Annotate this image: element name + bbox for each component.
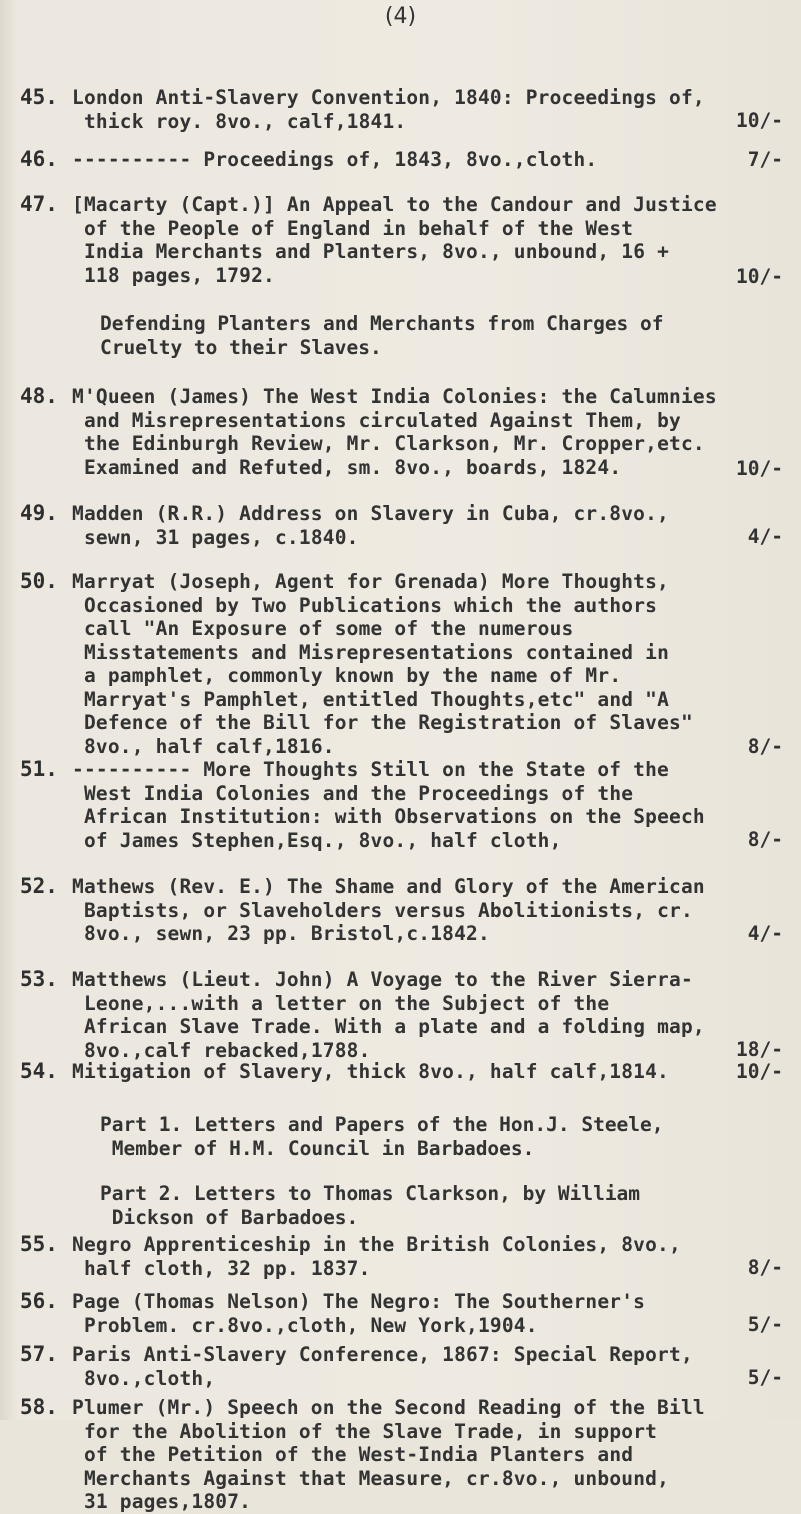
entry-text: [Macarty (Capt.)] An Appeal to the Candour and Justice of the People of England in behalf of the West India Merchants and Planters, 8vo., unbound, 16 + 118 pages, 1792. xyxy=(72,193,717,287)
entry-text: Negro Apprenticeship in the British Colonies, 8vo., half cloth, 32 pp. 1837. xyxy=(72,1233,681,1280)
entry-number: 56. xyxy=(20,1289,58,1313)
entry-price: 5/- xyxy=(747,1313,783,1336)
entry-price: 8/- xyxy=(747,828,783,851)
entry-price: 18/- xyxy=(736,1038,783,1061)
entry-price: 4/- xyxy=(747,525,783,548)
entry-number: 53. xyxy=(20,967,58,991)
entry-number: 50. xyxy=(20,569,58,593)
entry-price: 10/- xyxy=(736,265,783,288)
entry-part: Part 1. Letters and Papers of the Hon.J. Steele, Member of H.M. Council in Barbadoes. xyxy=(100,1113,664,1160)
entry-price: 10/- xyxy=(736,1060,783,1083)
entry-text: Mathews (Rev. E.) The Shame and Glory of the American Baptists, or Slaveholders versus Abolitionists, cr. 8vo., sewn, 23 pp. Bristol,c.1842. xyxy=(72,875,705,945)
entry-price: 8/- xyxy=(747,1256,783,1279)
entry-text: Plumer (Mr.) Speech on the Second Reading of the Bill for the Abolition of the Slave Trade, in support of the Petition of the West-India Planters and Merchants Against that Measure, cr.8vo., unbound, 31 pages,1807. xyxy=(72,1396,705,1513)
entry-text: Marryat (Joseph, Agent for Grenada) More Thoughts, Occasioned by Two Publications which the authors call "An Exposure of some of the numerous Misstatements and Misrepresentations contained in a pamphlet, commonly known by the name of Mr. Marryat's Pamphlet, entitled Thoughts,etc" and "A Defence of the Bill for the Registration of Slaves" 8vo., half calf,1816. xyxy=(72,570,693,758)
entry-price: 4/- xyxy=(747,922,783,945)
entry-text: M'Queen (James) The West India Colonies: the Calumnies and Misrepresentations circulated Against Them, by the Edinburgh Review, Mr. Clarkson, Mr. Cropper,etc. Examined and Refuted, sm. 8vo., boards, 1824. xyxy=(72,385,717,479)
entry-number: 51. xyxy=(20,757,58,781)
entry-text: Matthews (Lieut. John) A Voyage to the River Sierra- Leone,...with a letter on the Subject of the African Slave Trade. With a plate and a folding map, 8vo.,calf rebacked,1788. xyxy=(72,968,705,1062)
entry-text: Page (Thomas Nelson) The Negro: The Southerner's Problem. cr.8vo.,cloth, New York,1904. xyxy=(72,1290,646,1337)
entry-text: Madden (R.R.) Address on Slavery in Cuba, cr.8vo., sewn, 31 pages, c.1840. xyxy=(72,502,669,549)
entry-text: ---------- More Thoughts Still on the State of the West India Colonies and the Proceedings of the African Institution: with Observations on the Speech of James Stephen,Esq., 8vo., half cloth, xyxy=(72,758,705,852)
entry-text: Paris Anti-Slavery Conference, 1867: Special Report, 8vo.,cloth, xyxy=(72,1343,693,1390)
entry-price: 8/- xyxy=(747,735,783,758)
entry-part: Part 2. Letters to Thomas Clarkson, by William Dickson of Barbadoes. xyxy=(100,1182,641,1229)
entry-number: 52. xyxy=(20,874,58,898)
entry-note: Defending Planters and Merchants from Charges of Cruelty to their Slaves. xyxy=(100,312,664,359)
entry-number: 57. xyxy=(20,1342,58,1366)
page-number: (4) xyxy=(384,4,417,29)
entry-text: London Anti-Slavery Convention, 1840: Proceedings of, thick roy. 8vo., calf,1841. xyxy=(72,86,705,133)
entry-text: Mitigation of Slavery, thick 8vo., half calf,1814. xyxy=(72,1060,669,1083)
entry-number: 46. xyxy=(20,147,58,171)
entry-number: 48. xyxy=(20,384,58,408)
entry-number: 58. xyxy=(20,1395,58,1419)
entry-number: 54. xyxy=(20,1059,58,1083)
entry-number: 49. xyxy=(20,501,58,525)
entry-price: 10/- xyxy=(736,109,783,132)
entry-price: 7/- xyxy=(747,148,783,171)
entry-number: 47. xyxy=(20,192,58,216)
entry-number: 45. xyxy=(20,85,58,109)
entry-price: 10/- xyxy=(736,457,783,480)
entry-number: 55. xyxy=(20,1232,58,1256)
entry-text: ---------- Proceedings of, 1843, 8vo.,cloth. xyxy=(72,148,598,171)
entry-price: 5/- xyxy=(747,1366,783,1389)
